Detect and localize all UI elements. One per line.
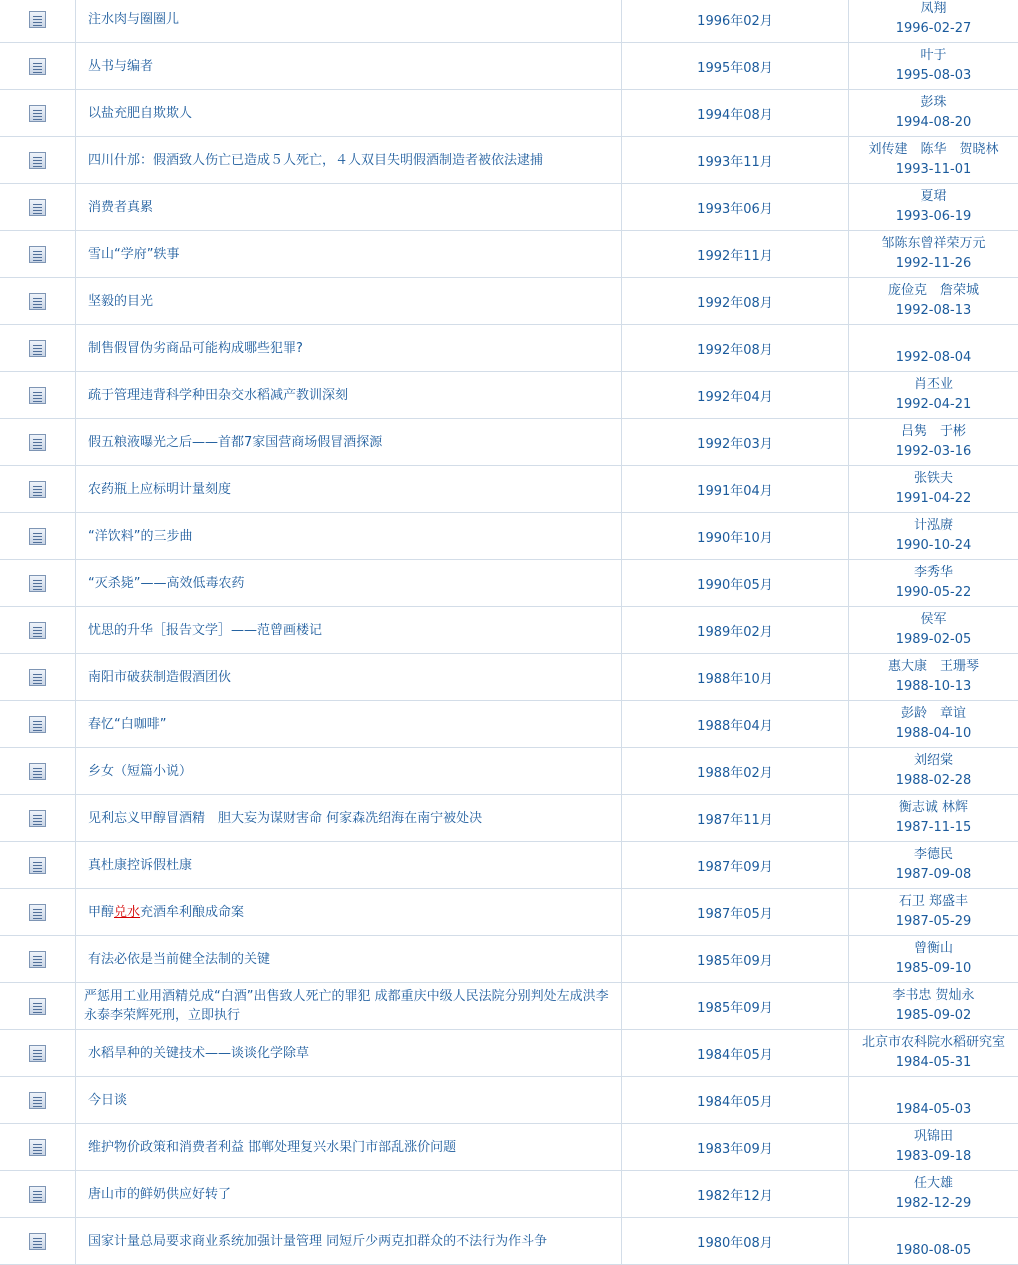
article-date: 1987-09-08 (849, 865, 1018, 885)
publication-month: 1988年10月 (697, 672, 773, 687)
title-cell (76, 278, 622, 325)
table-row (0, 560, 1018, 607)
article-title-link[interactable]: 假五粮液曝光之后——首都7家国营商场假冒酒探源 (88, 435, 382, 450)
publication-month: 1995年08月 (697, 61, 773, 76)
article-date: 1992-03-16 (849, 442, 1018, 462)
article-date: 1987-11-15 (849, 818, 1018, 838)
table-row (0, 43, 1018, 90)
article-date: 1988-02-28 (849, 771, 1018, 791)
pub-date-cell (622, 137, 849, 184)
icon-cell (0, 278, 76, 325)
document-icon[interactable] (29, 1233, 46, 1250)
table-row (0, 795, 1018, 842)
author-cell (849, 889, 1018, 936)
article-title-link[interactable]: 忧思的升华［报告文学］——范曾画楼记 (88, 623, 322, 638)
document-icon[interactable] (29, 293, 46, 310)
icon-cell (0, 936, 76, 983)
publication-month: 1983年09月 (697, 1142, 773, 1157)
table-row (0, 607, 1018, 654)
document-icon[interactable] (29, 998, 46, 1015)
document-icon[interactable] (29, 58, 46, 75)
article-date: 1993-06-19 (849, 207, 1018, 227)
table-row (0, 231, 1018, 278)
table-row (0, 90, 1018, 137)
table-row (0, 654, 1018, 701)
article-date: 1984-05-31 (849, 1053, 1018, 1073)
table-row (0, 842, 1018, 889)
publication-month: 1988年02月 (697, 766, 773, 781)
pub-date-cell (622, 1077, 849, 1124)
article-title-link[interactable]: 农药瓶上应标明计量刻度 (88, 482, 231, 497)
article-date: 1989-02-05 (849, 630, 1018, 650)
icon-cell (0, 842, 76, 889)
article-title-link[interactable]: 雪山“学府”轶事 (88, 247, 179, 262)
author-cell (849, 231, 1018, 278)
pub-date-cell (622, 43, 849, 90)
publication-month: 1993年06月 (697, 202, 773, 217)
author-cell (849, 466, 1018, 513)
publication-month: 1990年10月 (697, 531, 773, 546)
author-cell (849, 0, 1018, 43)
author-cell (849, 137, 1018, 184)
document-icon[interactable] (29, 1186, 46, 1203)
author-name: 彭龄 章谊 (849, 704, 1018, 724)
pub-date-cell (622, 1171, 849, 1218)
table-row (0, 184, 1018, 231)
icon-cell (0, 1171, 76, 1218)
table-row (0, 748, 1018, 795)
document-icon[interactable] (29, 152, 46, 169)
article-title-link[interactable]: 乡女（短篇小说） (88, 764, 192, 779)
article-date: 1992-08-13 (849, 301, 1018, 321)
title-cell (76, 748, 622, 795)
author-name: 巩锦田 (849, 1127, 1018, 1147)
table-row (0, 466, 1018, 513)
article-title-link[interactable]: 见利忘义甲醇冒酒精 胆大妄为谋财害命 何家森冼绍海在南宁被处决 (88, 811, 482, 826)
author-name: 计泓赓 (849, 516, 1018, 536)
document-icon[interactable] (29, 199, 46, 216)
author-cell (849, 795, 1018, 842)
document-icon[interactable] (29, 1139, 46, 1156)
author-cell (849, 1030, 1018, 1077)
icon-cell (0, 748, 76, 795)
author-name (849, 1221, 1018, 1241)
title-cell (76, 325, 622, 372)
title-cell (76, 419, 622, 466)
author-cell (849, 325, 1018, 372)
article-title-link[interactable]: 南阳市破获制造假酒团伙 (88, 670, 231, 685)
article-date: 1990-10-24 (849, 536, 1018, 556)
document-icon[interactable] (29, 622, 46, 639)
article-title-link[interactable]: 严惩用工业用酒精兑成“白酒”出售致人死亡的罪犯 成都重庆中级人民法院分别判处左成洪李永泰李荣辉死刑，立即执行 (84, 987, 615, 1025)
article-date: 1990-05-22 (849, 583, 1018, 603)
document-icon[interactable] (29, 763, 46, 780)
publication-month: 1984年05月 (697, 1095, 773, 1110)
author-name: 张铁夫 (849, 469, 1018, 489)
document-icon[interactable] (29, 810, 46, 827)
pub-date-cell (622, 1030, 849, 1077)
document-icon[interactable] (29, 904, 46, 921)
pub-date-cell (622, 983, 849, 1030)
document-icon[interactable] (29, 11, 46, 28)
author-name: 刘传建 陈华 贺晓林 (849, 140, 1018, 160)
author-name: 侯军 (849, 610, 1018, 630)
title-cell (76, 43, 622, 90)
pub-date-cell (622, 0, 849, 43)
author-cell (849, 1124, 1018, 1171)
title-cell (76, 936, 622, 983)
article-date: 1992-08-04 (849, 348, 1018, 368)
article-title-link[interactable]: “灭杀毙”——高效低毒农药 (88, 576, 244, 591)
pub-date-cell (622, 278, 849, 325)
article-date: 1991-04-22 (849, 489, 1018, 509)
title-cell (76, 231, 622, 278)
article-title-link[interactable]: 真杜康控诉假杜康 (88, 858, 192, 873)
publication-month: 1982年12月 (697, 1189, 773, 1204)
article-date: 1995-08-03 (849, 66, 1018, 86)
title-cell (76, 1077, 622, 1124)
pub-date-cell (622, 748, 849, 795)
pub-date-cell (622, 654, 849, 701)
author-cell (849, 560, 1018, 607)
icon-cell (0, 0, 76, 43)
document-icon[interactable] (29, 481, 46, 498)
icon-cell (0, 1030, 76, 1077)
article-date: 1988-04-10 (849, 724, 1018, 744)
article-title-link[interactable]: 疏于管理违背科学种田杂交水稻减产教训深刻 (88, 388, 348, 403)
document-icon[interactable] (29, 105, 46, 122)
author-cell (849, 983, 1018, 1030)
title-cell (76, 983, 622, 1030)
article-date: 1987-05-29 (849, 912, 1018, 932)
pub-date-cell (622, 325, 849, 372)
article-title-link[interactable]: 消费者真累 (88, 200, 153, 215)
publication-month: 1984年05月 (697, 1048, 773, 1063)
icon-cell (0, 231, 76, 278)
author-cell (849, 607, 1018, 654)
author-cell (849, 701, 1018, 748)
title-cell (76, 560, 622, 607)
icon-cell (0, 513, 76, 560)
pub-date-cell (622, 936, 849, 983)
article-date: 1980-08-05 (849, 1241, 1018, 1261)
article-title-link[interactable]: 春忆“白咖啡” (88, 717, 166, 732)
table-row (0, 0, 1018, 43)
pub-date-cell (622, 1218, 849, 1265)
pub-date-cell (622, 90, 849, 137)
title-cell (76, 842, 622, 889)
title-cell (76, 654, 622, 701)
document-icon[interactable] (29, 857, 46, 874)
pub-date-cell (622, 701, 849, 748)
article-date: 1992-11-26 (849, 254, 1018, 274)
author-cell (849, 842, 1018, 889)
publication-month: 1994年08月 (697, 108, 773, 123)
author-cell (849, 1077, 1018, 1124)
table-row (0, 278, 1018, 325)
article-title-link[interactable]: 唐山市的鲜奶供应好转了 (88, 1187, 231, 1202)
author-cell (849, 278, 1018, 325)
publication-month: 1993年11月 (697, 155, 773, 170)
pub-date-cell (622, 607, 849, 654)
publication-month: 1987年05月 (697, 907, 773, 922)
icon-cell (0, 889, 76, 936)
icon-cell (0, 560, 76, 607)
article-title-link[interactable]: 制售假冒伪劣商品可能构成哪些犯罪? (88, 341, 303, 356)
publication-month: 1985年09月 (697, 954, 773, 969)
publication-month: 1992年04月 (697, 390, 773, 405)
document-icon[interactable] (29, 716, 46, 733)
publication-month: 1988年04月 (697, 719, 773, 734)
title-cell (76, 1124, 622, 1171)
author-name: 彭珠 (849, 93, 1018, 113)
title-cell (76, 0, 622, 43)
document-icon[interactable] (29, 575, 46, 592)
title-cell (76, 90, 622, 137)
title-part: 充酒牟利酿成命案 (140, 905, 244, 920)
author-name: 石卫 郑盛丰 (849, 892, 1018, 912)
author-name: 夏珺 (849, 187, 1018, 207)
table-row (0, 1030, 1018, 1077)
article-title-link[interactable]: 国家计量总局要求商业系统加强计量管理 同短斤少两克扣群众的不法行为作斗争 (88, 1234, 547, 1249)
icon-cell (0, 607, 76, 654)
icon-cell (0, 983, 76, 1030)
publication-month: 1992年03月 (697, 437, 773, 452)
icon-cell (0, 184, 76, 231)
title-cell (76, 889, 622, 936)
document-icon[interactable] (29, 528, 46, 545)
pub-date-cell (622, 231, 849, 278)
icon-cell (0, 466, 76, 513)
article-title-link[interactable]: 维护物价政策和消费者利益 邯郸处理复兴水果门市部乱涨价问题 (88, 1140, 456, 1155)
pub-date-cell (622, 889, 849, 936)
table-row (0, 137, 1018, 184)
title-cell (76, 607, 622, 654)
author-cell (849, 513, 1018, 560)
article-title-link[interactable]: 坚毅的目光 (88, 294, 153, 309)
article-date: 1992-04-21 (849, 395, 1018, 415)
publication-month: 1980年08月 (697, 1236, 773, 1251)
publication-month: 1987年09月 (697, 860, 773, 875)
document-icon[interactable] (29, 669, 46, 686)
author-name: 庞俭克 詹荣城 (849, 281, 1018, 301)
title-cell (76, 701, 622, 748)
author-cell (849, 372, 1018, 419)
highlighted-keyword: 兑水 (114, 905, 140, 920)
document-icon[interactable] (29, 340, 46, 357)
article-date: 1984-05-03 (849, 1100, 1018, 1120)
title-cell (76, 1171, 622, 1218)
publication-month: 1989年02月 (697, 625, 773, 640)
author-name: 北京市农科院水稻研究室 (849, 1033, 1018, 1053)
author-name: 李书忠 贺灿永 (849, 986, 1018, 1006)
article-title-link[interactable]: “洋饮料”的三步曲 (88, 529, 192, 544)
table-row (0, 983, 1018, 1030)
title-cell (76, 513, 622, 560)
icon-cell (0, 43, 76, 90)
publication-month: 1985年09月 (697, 1001, 773, 1016)
article-title-link[interactable]: 四川什邡：假酒致人伤亡已造成５人死亡，４人双目失明假酒制造者被依法逮捕 (88, 153, 543, 168)
author-cell (849, 419, 1018, 466)
publication-month: 1991年04月 (697, 484, 773, 499)
author-cell (849, 748, 1018, 795)
document-icon[interactable] (29, 246, 46, 263)
article-title-link[interactable]: 注水肉与圈圈儿 (88, 12, 179, 27)
publication-month: 1992年11月 (697, 249, 773, 264)
pub-date-cell (622, 184, 849, 231)
article-date: 1985-09-10 (849, 959, 1018, 979)
article-title-link[interactable]: 以盐充肥自欺欺人 (88, 106, 192, 121)
article-title-link[interactable]: 水稻旱种的关键技术——谈谈化学除草 (88, 1046, 309, 1061)
article-title-link[interactable] (88, 905, 244, 920)
title-cell (76, 184, 622, 231)
article-date: 1994-08-20 (849, 113, 1018, 133)
article-date: 1996-02-27 (849, 19, 1018, 39)
author-cell (849, 43, 1018, 90)
pub-date-cell (622, 842, 849, 889)
table-row (0, 1171, 1018, 1218)
author-name: 惠大康 王珊琴 (849, 657, 1018, 677)
table-row (0, 1218, 1018, 1265)
title-cell (76, 1218, 622, 1265)
publication-month: 1996年02月 (697, 14, 773, 29)
table-row (0, 1077, 1018, 1124)
document-icon[interactable] (29, 434, 46, 451)
author-name: 任大雄 (849, 1174, 1018, 1194)
author-name: 肖丕业 (849, 375, 1018, 395)
icon-cell (0, 1124, 76, 1171)
icon-cell (0, 795, 76, 842)
author-name: 曾衡山 (849, 939, 1018, 959)
icon-cell (0, 1077, 76, 1124)
title-cell (76, 1030, 622, 1077)
table-row (0, 325, 1018, 372)
author-cell (849, 936, 1018, 983)
author-cell (849, 654, 1018, 701)
publication-month: 1992年08月 (697, 343, 773, 358)
pub-date-cell (622, 466, 849, 513)
table-row (0, 701, 1018, 748)
table-row (0, 936, 1018, 983)
author-cell (849, 90, 1018, 137)
author-name: 刘绍棠 (849, 751, 1018, 771)
table-row (0, 372, 1018, 419)
author-cell (849, 1171, 1018, 1218)
article-date: 1983-09-18 (849, 1147, 1018, 1167)
title-part: 甲醇 (88, 905, 114, 920)
icon-cell (0, 325, 76, 372)
pub-date-cell (622, 372, 849, 419)
pub-date-cell (622, 560, 849, 607)
publication-month: 1992年08月 (697, 296, 773, 311)
article-title-link[interactable]: 有法必依是当前健全法制的关键 (88, 952, 270, 967)
icon-cell (0, 419, 76, 466)
table-row (0, 889, 1018, 936)
article-title-link[interactable]: 今日谈 (88, 1093, 127, 1108)
title-cell (76, 372, 622, 419)
author-name (849, 328, 1018, 348)
article-title-link[interactable]: 丛书与编者 (88, 59, 153, 74)
author-name: 邹陈东曾祥荣万元 (849, 234, 1018, 254)
author-name (849, 1080, 1018, 1100)
document-icon[interactable] (29, 951, 46, 968)
article-date: 1982-12-29 (849, 1194, 1018, 1214)
icon-cell (0, 137, 76, 184)
author-name: 李秀华 (849, 563, 1018, 583)
author-name: 叶于 (849, 46, 1018, 66)
table-row (0, 1124, 1018, 1171)
document-icon[interactable] (29, 1045, 46, 1062)
author-name: 吕隽 于彬 (849, 422, 1018, 442)
author-cell (849, 1218, 1018, 1265)
icon-cell (0, 372, 76, 419)
pub-date-cell (622, 419, 849, 466)
icon-cell (0, 654, 76, 701)
article-date: 1988-10-13 (849, 677, 1018, 697)
icon-cell (0, 701, 76, 748)
pub-date-cell (622, 795, 849, 842)
article-date: 1985-09-02 (849, 1006, 1018, 1026)
author-name: 凤翔 (849, 0, 1018, 19)
icon-cell (0, 1218, 76, 1265)
title-cell (76, 137, 622, 184)
author-name: 李德民 (849, 845, 1018, 865)
author-name: 衡志诚 林辉 (849, 798, 1018, 818)
document-icon[interactable] (29, 387, 46, 404)
publication-month: 1987年11月 (697, 813, 773, 828)
table-row (0, 513, 1018, 560)
table-row (0, 419, 1018, 466)
title-cell (76, 466, 622, 513)
icon-cell (0, 90, 76, 137)
pub-date-cell (622, 1124, 849, 1171)
pub-date-cell (622, 513, 849, 560)
document-icon[interactable] (29, 1092, 46, 1109)
title-cell (76, 795, 622, 842)
article-date: 1993-11-01 (849, 160, 1018, 180)
author-cell (849, 184, 1018, 231)
publication-month: 1990年05月 (697, 578, 773, 593)
